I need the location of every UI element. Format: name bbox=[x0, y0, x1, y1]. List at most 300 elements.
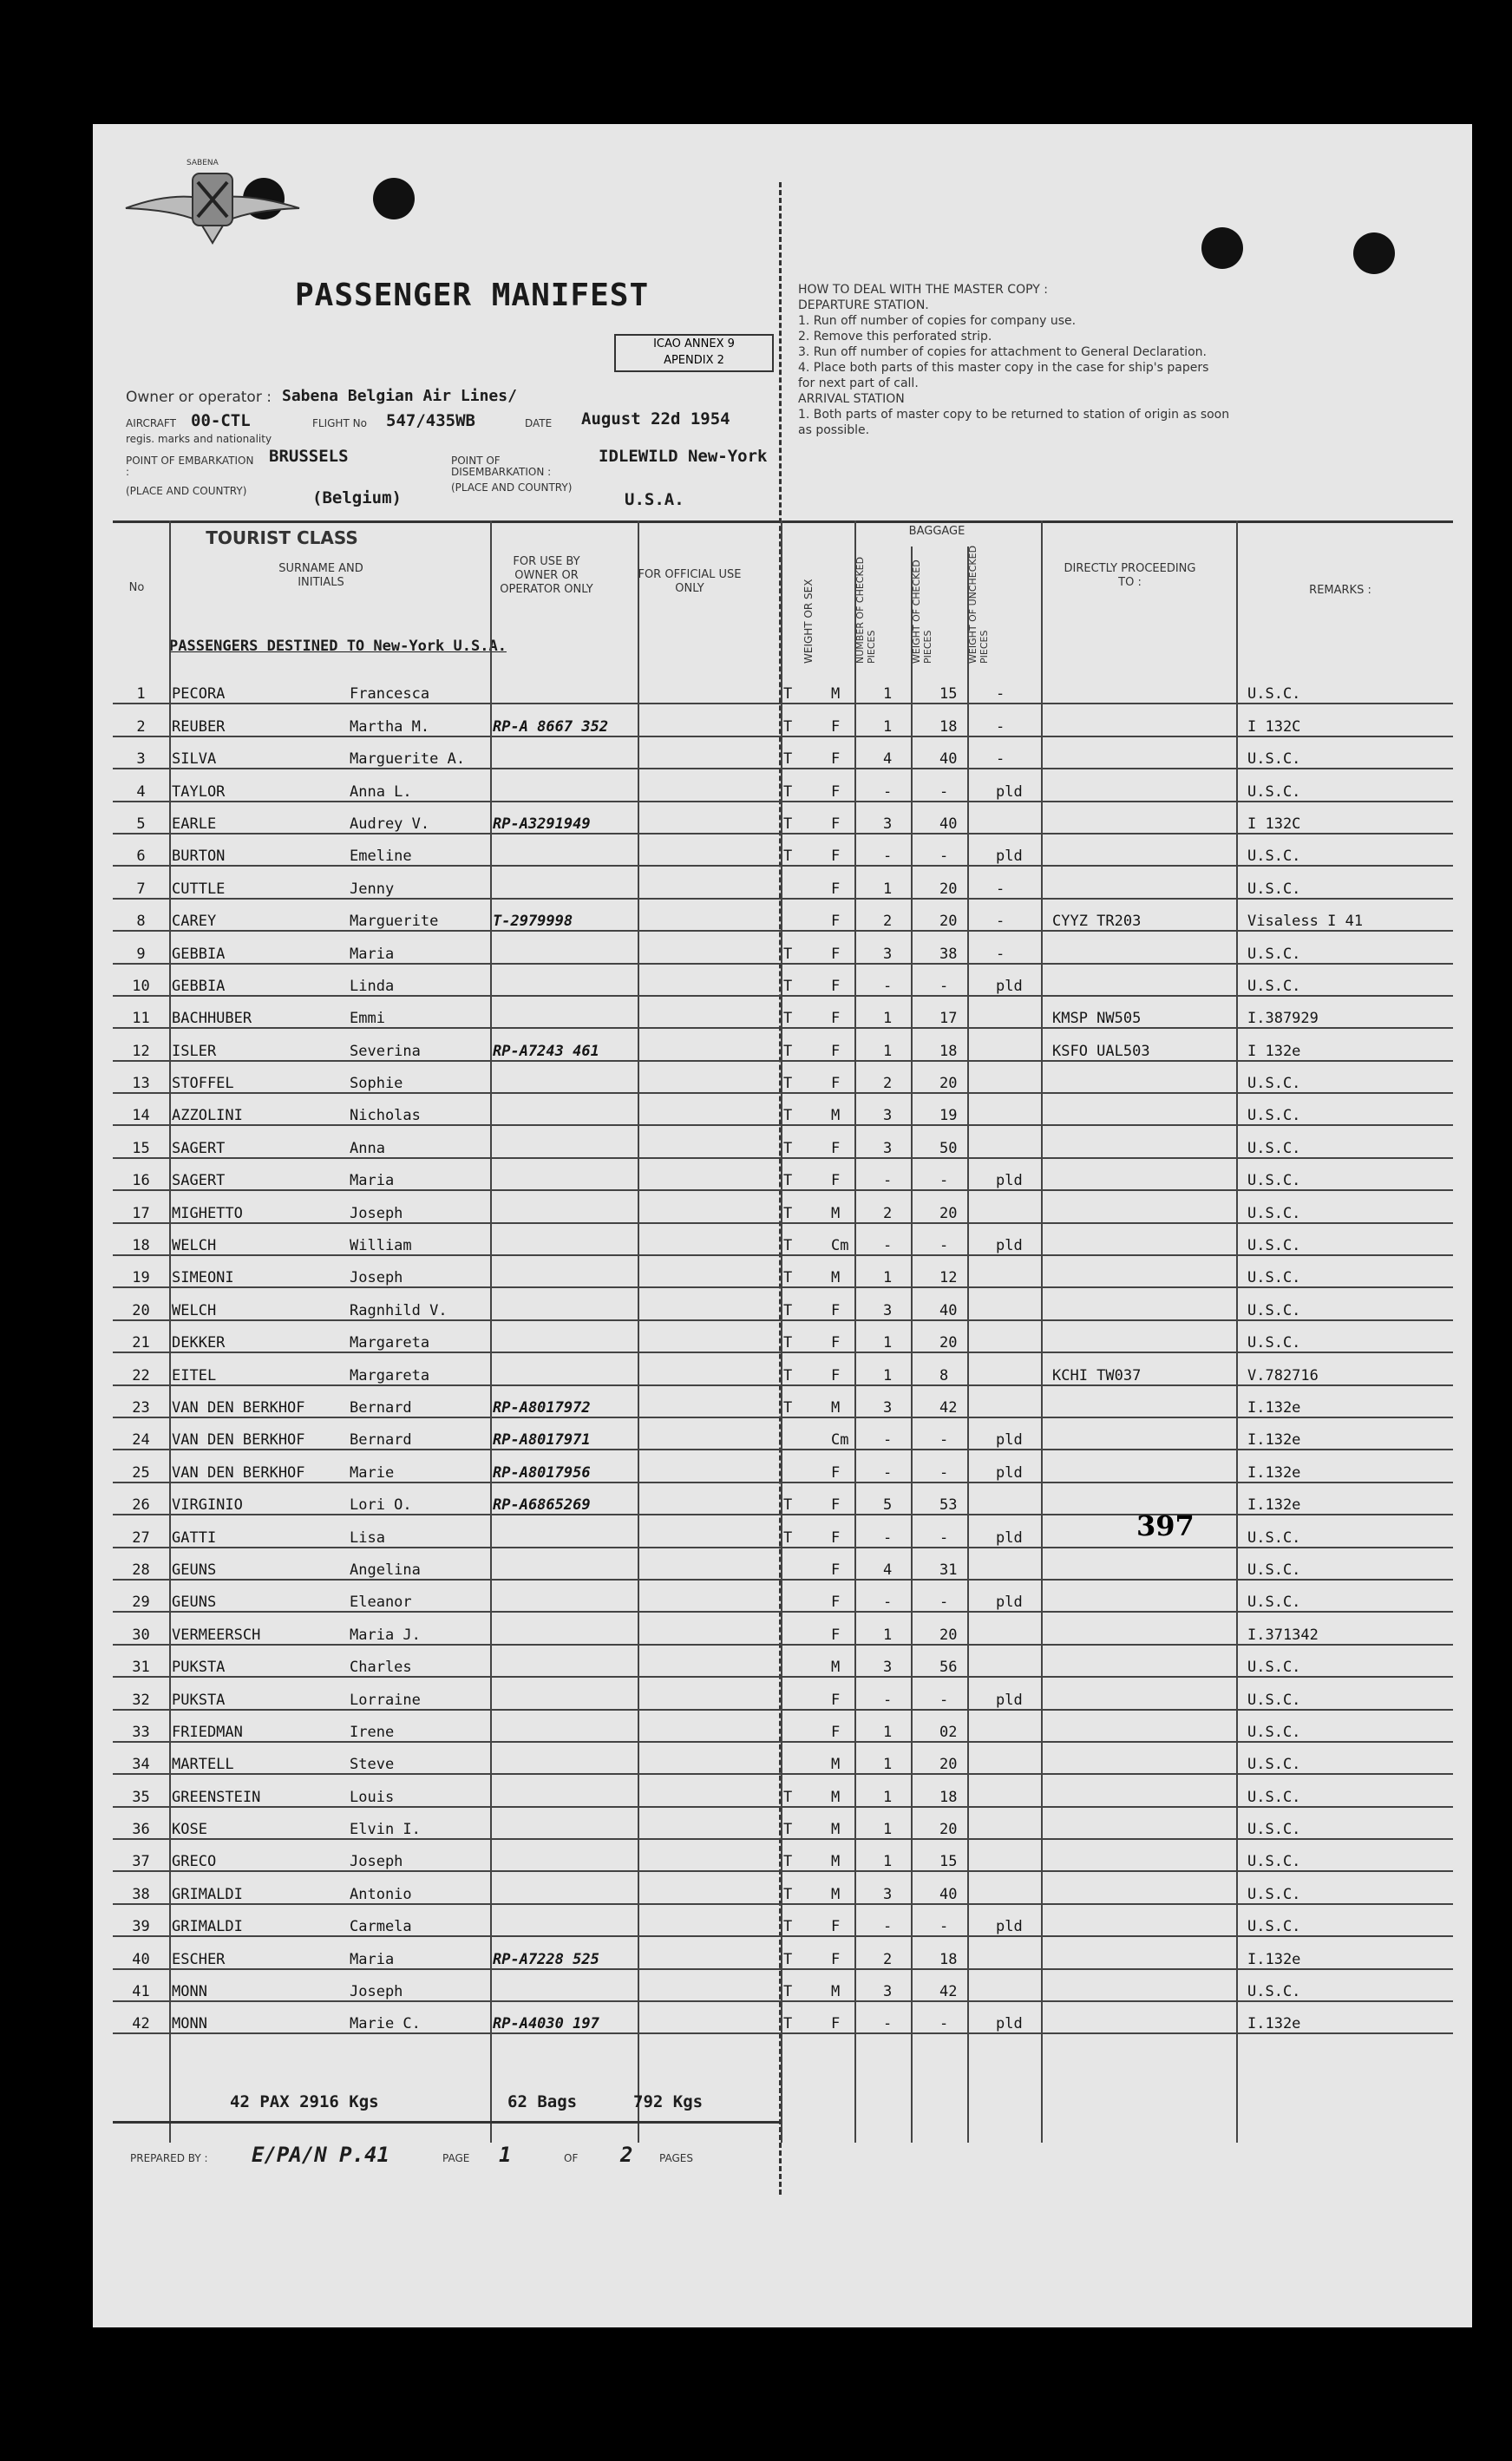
unchecked-weight: - bbox=[993, 704, 1050, 736]
checked-weight: - bbox=[937, 834, 993, 866]
passenger-surname: TAYLOR bbox=[169, 769, 347, 801]
proceeding-to bbox=[1050, 1904, 1245, 1936]
table-row bbox=[113, 996, 1453, 1028]
aircraft-label: AIRCRAFT bbox=[126, 417, 176, 429]
checked-weight: 40 bbox=[937, 736, 993, 769]
ticket-mark bbox=[781, 1580, 828, 1612]
ticket-mark: T bbox=[781, 1223, 828, 1255]
owner-use-ref: RP-A8017972 bbox=[490, 1385, 638, 1417]
checked-pieces: 1 bbox=[880, 1839, 937, 1871]
checked-pieces: - bbox=[880, 1677, 937, 1709]
checked-pieces: - bbox=[880, 1223, 937, 1255]
checked-weight: 17 bbox=[937, 996, 993, 1028]
owner-use-ref: RP-A3291949 bbox=[490, 802, 638, 834]
prepared-by-label: PREPARED BY : bbox=[130, 2152, 208, 2164]
row-number: 26 bbox=[113, 1482, 169, 1515]
passenger-surname: EARLE bbox=[169, 802, 347, 834]
official-use-cell bbox=[638, 1969, 781, 2001]
remarks: U.S.C. bbox=[1245, 964, 1453, 996]
ticket-mark bbox=[781, 1450, 828, 1482]
passenger-initials: Joseph bbox=[347, 1255, 490, 1287]
checked-pieces: 1 bbox=[880, 704, 937, 736]
totals-bags: 62 Bags bbox=[507, 2092, 578, 2111]
row-number: 36 bbox=[113, 1807, 169, 1839]
ticket-mark: T bbox=[781, 1255, 828, 1287]
remarks: V.782716 bbox=[1245, 1352, 1453, 1384]
col-header-remarks: REMARKS : bbox=[1309, 584, 1371, 597]
official-use-cell bbox=[638, 1936, 781, 1968]
passenger-initials: Margareta bbox=[347, 1320, 490, 1352]
remarks: U.S.C. bbox=[1245, 736, 1453, 769]
checked-weight: 18 bbox=[937, 1028, 993, 1060]
weight-or-sex: Cm bbox=[828, 1223, 880, 1255]
checked-weight: 40 bbox=[937, 1871, 993, 1903]
owner-use-ref bbox=[490, 1352, 638, 1384]
instruction-line: 3. Run off number of copies for attachment to General Declaration. bbox=[798, 345, 1207, 359]
checked-weight: 56 bbox=[937, 1645, 993, 1677]
official-use-cell bbox=[638, 1450, 781, 1482]
unchecked-weight: - bbox=[993, 931, 1050, 963]
checked-weight: 40 bbox=[937, 802, 993, 834]
proceeding-to bbox=[1050, 1969, 1245, 2001]
table-row bbox=[113, 769, 1453, 801]
weight-or-sex: M bbox=[828, 1774, 880, 1806]
table-row bbox=[113, 834, 1453, 866]
remarks: I.132e bbox=[1245, 1936, 1453, 1968]
passenger-initials: Severina bbox=[347, 1028, 490, 1060]
proceeding-to bbox=[1050, 1450, 1245, 1482]
unchecked-weight: pld bbox=[993, 1417, 1050, 1450]
checked-weight: 15 bbox=[937, 1839, 993, 1871]
weight-or-sex: F bbox=[828, 899, 880, 931]
passenger-surname: PUKSTA bbox=[169, 1645, 347, 1677]
passenger-surname: MIGHETTO bbox=[169, 1190, 347, 1222]
table-row bbox=[113, 736, 1453, 769]
ticket-mark bbox=[781, 899, 828, 931]
unchecked-weight: - bbox=[993, 866, 1050, 898]
checked-pieces: 1 bbox=[880, 1807, 937, 1839]
row-number: 7 bbox=[113, 866, 169, 898]
owner-use-ref bbox=[490, 1710, 638, 1742]
col-header-no: No bbox=[128, 581, 145, 594]
checked-weight: 31 bbox=[937, 1548, 993, 1580]
checked-weight: - bbox=[937, 1580, 993, 1612]
weight-or-sex: F bbox=[828, 769, 880, 801]
official-use-cell bbox=[638, 1580, 781, 1612]
passenger-surname: KOSE bbox=[169, 1807, 347, 1839]
owner-use-ref bbox=[490, 1839, 638, 1871]
checked-weight: 15 bbox=[937, 671, 993, 704]
passenger-initials: Marie C. bbox=[347, 2001, 490, 2033]
weight-or-sex: M bbox=[828, 1645, 880, 1677]
remarks: U.S.C. bbox=[1245, 1871, 1453, 1903]
owner-use-ref: RP-A8017971 bbox=[490, 1417, 638, 1450]
weight-or-sex: F bbox=[828, 931, 880, 963]
ticket-mark: T bbox=[781, 671, 828, 704]
checked-pieces: 1 bbox=[880, 1612, 937, 1644]
row-number: 1 bbox=[113, 671, 169, 704]
ticket-mark: T bbox=[781, 1061, 828, 1093]
passenger-surname: GEBBIA bbox=[169, 931, 347, 963]
remarks: I.132e bbox=[1245, 2001, 1453, 2033]
official-use-cell bbox=[638, 1515, 781, 1547]
weight-or-sex: F bbox=[828, 834, 880, 866]
table-row bbox=[113, 1807, 1453, 1839]
proceeding-to bbox=[1050, 1093, 1245, 1125]
weight-or-sex: F bbox=[828, 1548, 880, 1580]
passenger-initials: Steve bbox=[347, 1742, 490, 1774]
official-use-cell bbox=[638, 1645, 781, 1677]
official-use-cell bbox=[638, 1093, 781, 1125]
proceeding-to bbox=[1050, 1158, 1245, 1190]
table-row bbox=[113, 1774, 1453, 1806]
passenger-surname: MONN bbox=[169, 1969, 347, 2001]
ticket-mark: T bbox=[781, 1515, 828, 1547]
row-number: 31 bbox=[113, 1645, 169, 1677]
proceeding-to bbox=[1050, 1287, 1245, 1319]
column-rule bbox=[638, 520, 639, 2143]
checked-pieces: - bbox=[880, 1515, 937, 1547]
ticket-mark: T bbox=[781, 2001, 828, 2033]
table-row bbox=[113, 1125, 1453, 1157]
col-header-proceeding: DIRECTLY PROCEEDING TO : bbox=[1064, 562, 1196, 589]
totals-pax: 42 PAX 2916 Kgs bbox=[230, 2092, 379, 2111]
passenger-surname: GRIMALDI bbox=[169, 1871, 347, 1903]
proceeding-to bbox=[1050, 1612, 1245, 1644]
column-rule bbox=[169, 520, 171, 2143]
handwritten-397: 397 bbox=[1136, 1509, 1195, 1542]
remarks: U.S.C. bbox=[1245, 1645, 1453, 1677]
col-header-owner-use: FOR USE BY OWNER OR OPERATOR ONLY bbox=[500, 555, 593, 596]
unchecked-weight: pld bbox=[993, 1158, 1050, 1190]
official-use-cell bbox=[638, 1158, 781, 1190]
passenger-surname: VERMEERSCH bbox=[169, 1612, 347, 1644]
proceeding-to bbox=[1050, 866, 1245, 898]
official-use-cell bbox=[638, 1612, 781, 1644]
passenger-surname: VAN DEN BERKHOF bbox=[169, 1385, 347, 1417]
proceeding-to bbox=[1050, 1320, 1245, 1352]
checked-pieces: - bbox=[880, 1904, 937, 1936]
official-use-cell bbox=[638, 1904, 781, 1936]
table-row bbox=[113, 802, 1453, 834]
owner-use-ref bbox=[490, 1969, 638, 2001]
totals-rule bbox=[113, 2121, 781, 2124]
checked-weight: 18 bbox=[937, 1774, 993, 1806]
remarks: I.132e bbox=[1245, 1450, 1453, 1482]
checked-pieces: 3 bbox=[880, 1645, 937, 1677]
checked-pieces: 2 bbox=[880, 1190, 937, 1222]
proceeding-to bbox=[1050, 704, 1245, 736]
proceeding-to bbox=[1050, 1807, 1245, 1839]
owner-use-ref: RP-A7228 525 bbox=[490, 1936, 638, 1968]
remarks: I 132e bbox=[1245, 1028, 1453, 1060]
weight-or-sex: M bbox=[828, 1871, 880, 1903]
unchecked-weight: pld bbox=[993, 1515, 1050, 1547]
checked-pieces: 1 bbox=[880, 1255, 937, 1287]
passenger-initials: Marie bbox=[347, 1450, 490, 1482]
instruction-line: 4. Place both parts of this master copy in the case for ship's papers bbox=[798, 361, 1209, 375]
col-header-weight-sex: WEIGHT OR SEX bbox=[802, 579, 815, 664]
owner-use-ref bbox=[490, 769, 638, 801]
proceeding-to: CYYZ TR203 bbox=[1050, 899, 1245, 931]
row-number: 38 bbox=[113, 1871, 169, 1903]
checked-weight: 19 bbox=[937, 1093, 993, 1125]
remarks: U.S.C. bbox=[1245, 1190, 1453, 1222]
official-use-cell bbox=[638, 769, 781, 801]
owner-use-ref bbox=[490, 1061, 638, 1093]
weight-or-sex: F bbox=[828, 1677, 880, 1709]
ticket-mark bbox=[781, 1677, 828, 1709]
passenger-surname: CAREY bbox=[169, 899, 347, 931]
passenger-initials: Maria J. bbox=[347, 1612, 490, 1644]
date-value: August 22d 1954 bbox=[581, 409, 730, 429]
table-row bbox=[113, 1969, 1453, 2001]
weight-or-sex: M bbox=[828, 1742, 880, 1774]
page-title: PASSENGER MANIFEST bbox=[295, 278, 650, 313]
official-use-cell bbox=[638, 1710, 781, 1742]
owner-use-ref: RP-A6865269 bbox=[490, 1482, 638, 1515]
official-use-cell bbox=[638, 1548, 781, 1580]
checked-pieces: - bbox=[880, 1417, 937, 1450]
page-value: 1 bbox=[499, 2143, 512, 2167]
table-row bbox=[113, 1028, 1453, 1060]
checked-pieces: - bbox=[880, 769, 937, 801]
remarks: U.S.C. bbox=[1245, 866, 1453, 898]
table-row bbox=[113, 931, 1453, 963]
passenger-surname: PECORA bbox=[169, 671, 347, 704]
owner-use-ref bbox=[490, 1742, 638, 1774]
ticket-mark: T bbox=[781, 1093, 828, 1125]
passenger-surname: GEUNS bbox=[169, 1580, 347, 1612]
official-use-cell bbox=[638, 671, 781, 704]
flight-value: 547/435WB bbox=[386, 411, 475, 430]
row-number: 14 bbox=[113, 1093, 169, 1125]
passenger-initials: Joseph bbox=[347, 1190, 490, 1222]
ticket-mark bbox=[781, 1548, 828, 1580]
weight-or-sex: F bbox=[828, 1482, 880, 1515]
proceeding-to bbox=[1050, 1677, 1245, 1709]
col-header-weight-checked: WEIGHT OF CHECKED PIECES bbox=[911, 560, 933, 664]
proceeding-to bbox=[1050, 1710, 1245, 1742]
checked-weight: 40 bbox=[937, 1287, 993, 1319]
proceeding-to bbox=[1050, 1223, 1245, 1255]
owner-use-ref bbox=[490, 1774, 638, 1806]
col-header-num-pieces: NUMBER OF CHECKED PIECES bbox=[854, 556, 877, 664]
owner-use-ref bbox=[490, 1548, 638, 1580]
ticket-mark bbox=[781, 1645, 828, 1677]
row-number: 9 bbox=[113, 931, 169, 963]
remarks: U.S.C. bbox=[1245, 1839, 1453, 1871]
checked-weight: - bbox=[937, 1904, 993, 1936]
checked-pieces: 1 bbox=[880, 1028, 937, 1060]
official-use-cell bbox=[638, 1125, 781, 1157]
weight-or-sex: F bbox=[828, 1936, 880, 1968]
official-use-cell bbox=[638, 1871, 781, 1903]
proceeding-to bbox=[1050, 1936, 1245, 1968]
official-use-cell bbox=[638, 1190, 781, 1222]
passenger-initials: Elvin I. bbox=[347, 1807, 490, 1839]
owner-use-ref: RP-A 8667 352 bbox=[490, 704, 638, 736]
row-number: 13 bbox=[113, 1061, 169, 1093]
prepared-by-value: E/PA/N P.41 bbox=[252, 2143, 389, 2167]
passenger-surname: AZZOLINI bbox=[169, 1093, 347, 1125]
checked-pieces: - bbox=[880, 2001, 937, 2033]
owner-use-ref bbox=[490, 1125, 638, 1157]
checked-weight: 38 bbox=[937, 931, 993, 963]
checked-pieces: 1 bbox=[880, 1774, 937, 1806]
passenger-surname: SIMEONI bbox=[169, 1255, 347, 1287]
table-row bbox=[113, 1548, 1453, 1580]
ticket-mark: T bbox=[781, 704, 828, 736]
proceeding-to: KSFO UAL503 bbox=[1050, 1028, 1245, 1060]
row-number: 10 bbox=[113, 964, 169, 996]
checked-pieces: 1 bbox=[880, 1710, 937, 1742]
passenger-initials: Francesca bbox=[347, 671, 490, 704]
unchecked-weight: pld bbox=[993, 1904, 1050, 1936]
instruction-line: for next part of call. bbox=[798, 376, 919, 390]
proceeding-to bbox=[1050, 2001, 1245, 2033]
ticket-mark: T bbox=[781, 1190, 828, 1222]
passenger-surname: GRIMALDI bbox=[169, 1904, 347, 1936]
table-row bbox=[113, 1287, 1453, 1319]
passenger-surname: STOFFEL bbox=[169, 1061, 347, 1093]
passenger-surname: PUKSTA bbox=[169, 1677, 347, 1709]
annex-line-2: APENDIX 2 bbox=[664, 354, 724, 367]
checked-pieces: 1 bbox=[880, 671, 937, 704]
checked-weight: - bbox=[937, 2001, 993, 2033]
ticket-mark: T bbox=[781, 996, 828, 1028]
table-row bbox=[113, 1580, 1453, 1612]
remarks: U.S.C. bbox=[1245, 1125, 1453, 1157]
passenger-surname: DEKKER bbox=[169, 1320, 347, 1352]
passenger-surname: VAN DEN BERKHOF bbox=[169, 1417, 347, 1450]
row-number: 28 bbox=[113, 1548, 169, 1580]
table-row bbox=[113, 1515, 1453, 1547]
checked-pieces: 3 bbox=[880, 802, 937, 834]
owner-use-ref bbox=[490, 1287, 638, 1319]
passenger-initials: Marguerite bbox=[347, 899, 490, 931]
checked-pieces: 5 bbox=[880, 1482, 937, 1515]
row-number: 11 bbox=[113, 996, 169, 1028]
owner-use-ref bbox=[490, 996, 638, 1028]
checked-weight: - bbox=[937, 1515, 993, 1547]
passenger-initials: Antonio bbox=[347, 1871, 490, 1903]
weight-or-sex: F bbox=[828, 1580, 880, 1612]
passenger-surname: FRIEDMAN bbox=[169, 1710, 347, 1742]
ticket-mark: T bbox=[781, 1385, 828, 1417]
table-row bbox=[113, 1190, 1453, 1222]
checked-weight: 42 bbox=[937, 1969, 993, 2001]
embark-place-label: (PLACE AND COUNTRY) bbox=[126, 485, 247, 497]
table-row bbox=[113, 1158, 1453, 1190]
checked-pieces: 2 bbox=[880, 899, 937, 931]
disembark-value: IDLEWILD New-York bbox=[599, 447, 768, 466]
checked-weight: 20 bbox=[937, 1190, 993, 1222]
passenger-surname: SAGERT bbox=[169, 1158, 347, 1190]
passenger-initials: Angelina bbox=[347, 1548, 490, 1580]
table-row bbox=[113, 1677, 1453, 1709]
remarks: I 132C bbox=[1245, 802, 1453, 834]
weight-or-sex: F bbox=[828, 1158, 880, 1190]
row-number: 2 bbox=[113, 704, 169, 736]
weight-or-sex: F bbox=[828, 1515, 880, 1547]
weight-or-sex: F bbox=[828, 1287, 880, 1319]
column-rule bbox=[1236, 520, 1238, 2143]
checked-pieces: 3 bbox=[880, 1125, 937, 1157]
passenger-surname: MARTELL bbox=[169, 1742, 347, 1774]
passenger-initials: Eleanor bbox=[347, 1580, 490, 1612]
row-number: 24 bbox=[113, 1417, 169, 1450]
official-use-cell bbox=[638, 1677, 781, 1709]
checked-pieces: 1 bbox=[880, 1742, 937, 1774]
row-number: 6 bbox=[113, 834, 169, 866]
weight-or-sex: F bbox=[828, 866, 880, 898]
passenger-initials: Margareta bbox=[347, 1352, 490, 1384]
weight-or-sex: F bbox=[828, 1352, 880, 1384]
ticket-mark: T bbox=[781, 964, 828, 996]
proceeding-to bbox=[1050, 1742, 1245, 1774]
row-number: 25 bbox=[113, 1450, 169, 1482]
remarks: U.S.C. bbox=[1245, 834, 1453, 866]
remarks: I.387929 bbox=[1245, 996, 1453, 1028]
passenger-surname: WELCH bbox=[169, 1287, 347, 1319]
checked-pieces: 1 bbox=[880, 996, 937, 1028]
official-use-cell bbox=[638, 1223, 781, 1255]
ticket-mark: T bbox=[781, 931, 828, 963]
row-number: 16 bbox=[113, 1158, 169, 1190]
weight-or-sex: M bbox=[828, 1190, 880, 1222]
row-number: 8 bbox=[113, 899, 169, 931]
owner-use-ref bbox=[490, 736, 638, 769]
row-number: 12 bbox=[113, 1028, 169, 1060]
owner-use-ref bbox=[490, 1677, 638, 1709]
passenger-initials: Anna bbox=[347, 1125, 490, 1157]
instruction-line: ARRIVAL STATION bbox=[798, 392, 905, 406]
ticket-mark: T bbox=[781, 1871, 828, 1903]
row-number: 30 bbox=[113, 1612, 169, 1644]
table-row bbox=[113, 1612, 1453, 1644]
row-number: 41 bbox=[113, 1969, 169, 2001]
passenger-surname: WELCH bbox=[169, 1223, 347, 1255]
official-use-cell bbox=[638, 899, 781, 931]
owner-use-ref bbox=[490, 1580, 638, 1612]
unchecked-weight: pld bbox=[993, 1223, 1050, 1255]
column-rule bbox=[781, 520, 782, 2143]
remarks: U.S.C. bbox=[1245, 1742, 1453, 1774]
passenger-surname: GATTI bbox=[169, 1515, 347, 1547]
passenger-initials: Lisa bbox=[347, 1515, 490, 1547]
owner-use-ref bbox=[490, 1223, 638, 1255]
row-number: 40 bbox=[113, 1936, 169, 1968]
passenger-initials: Maria bbox=[347, 1158, 490, 1190]
weight-or-sex: F bbox=[828, 1125, 880, 1157]
weight-or-sex: F bbox=[828, 1061, 880, 1093]
remarks: U.S.C. bbox=[1245, 1969, 1453, 2001]
sabena-logo-icon bbox=[121, 156, 304, 252]
row-number: 15 bbox=[113, 1125, 169, 1157]
passenger-surname: EITEL bbox=[169, 1352, 347, 1384]
column-rule bbox=[490, 520, 492, 2143]
owner-use-ref bbox=[490, 1904, 638, 1936]
owner-use-ref bbox=[490, 1645, 638, 1677]
remarks: I.132e bbox=[1245, 1385, 1453, 1417]
proceeding-to bbox=[1050, 964, 1245, 996]
passenger-initials: Irene bbox=[347, 1710, 490, 1742]
of-value: 2 bbox=[620, 2143, 633, 2167]
weight-or-sex: F bbox=[828, 736, 880, 769]
passenger-surname: GEUNS bbox=[169, 1548, 347, 1580]
weight-or-sex: M bbox=[828, 1255, 880, 1287]
